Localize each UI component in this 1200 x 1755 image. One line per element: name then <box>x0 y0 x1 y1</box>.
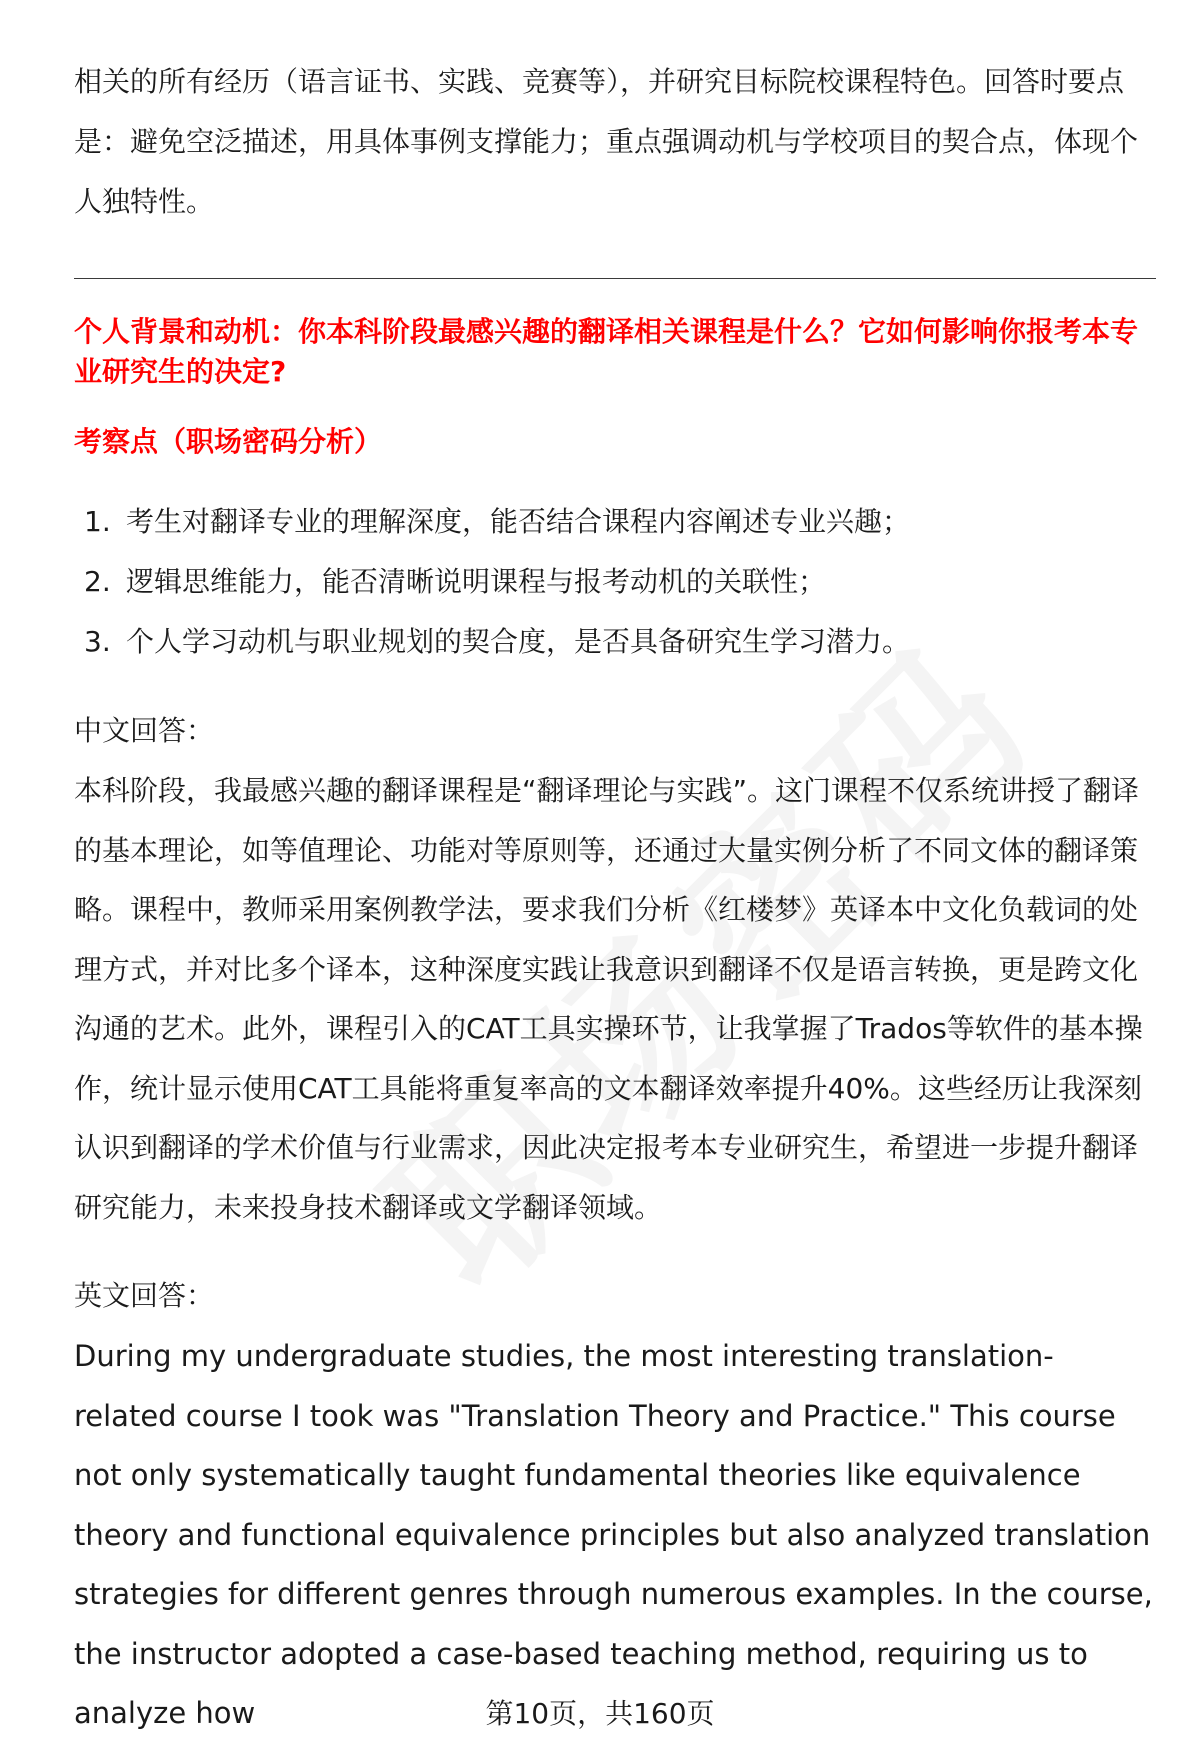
english-answer-label: 英文回答： <box>74 1279 215 1312</box>
intro-paragraph: 相关的所有经历（语言证书、实践、竞赛等），并研究目标院校课程特色。回答时要点是：避免空泛描述，用具体事例支撑能力；重点强调动机与学校项目的契合点，体现个人独特性。 <box>74 65 1139 218</box>
list-item-text: 考生对翻译专业的理解深度，能否结合课程内容阐述专业兴趣； <box>126 505 911 538</box>
list-item-text: 个人学习动机与职业规划的契合度，是否具备研究生学习潜力。 <box>126 625 911 658</box>
list-item-number: 2. <box>84 565 111 598</box>
english-answer-text: During my undergraduate studies, the most interesting translation-related course I took was "Translation Theory and Practice." This course not only systematically taught fundamental theories like equivalence theory and functional equivalence principles but also analyzed translation strategies for different genres through numerous examples. In the course, the instructor adopted a case-based teaching method, requiring us to analyze how <box>74 1339 1153 1730</box>
section-divider <box>74 278 1156 279</box>
list-item-number: 3. <box>84 625 111 658</box>
page-number: 第10页，共160页 <box>485 1697 715 1730</box>
chinese-answer-text: 本科阶段，我最感兴趣的翻译课程是“翻译理论与实践”。这门课程不仅系统讲授了翻译的基本理论，如等值理论、功能对等原则等，还通过大量实例分析了不同文体的翻译策略。课程中，教师采用案例教学法，要求我们分析《红楼梦》英译本中文化负载词的处理方式，并对比多个译本，这种深度实践让我意识到翻译不仅是语言转换，更是跨文化沟通的艺术。此外，课程引入的CAT工具实操环节，让我掌握了Trados等软件的基本操作，统计显示使用CAT工具能将重复率高的文本翻译效率提升40%。这些经历让我深刻认识到翻译的学术价值与行业需求，因此决定报考本专业研究生，希望进一步提升翻译研究能力，未来投身技术翻译或文学翻译领域。 <box>74 774 1143 1224</box>
list-item <box>84 612 1144 672</box>
chinese-answer-label: 中文回答： <box>74 714 215 747</box>
focus-list <box>84 492 1144 672</box>
focus-heading: 考察点（职场密码分析） <box>74 425 383 458</box>
question-heading: 个人背景和动机：你本科阶段最感兴趣的翻译相关课程是什么？它如何影响你报考本专业研究生的决定? <box>74 315 1139 388</box>
list-item <box>84 552 1144 612</box>
list-item-number: 1. <box>84 505 111 538</box>
list-item-text: 逻辑思维能力，能否清晰说明课程与报考动机的关联性； <box>126 565 827 598</box>
list-item <box>84 492 1144 552</box>
